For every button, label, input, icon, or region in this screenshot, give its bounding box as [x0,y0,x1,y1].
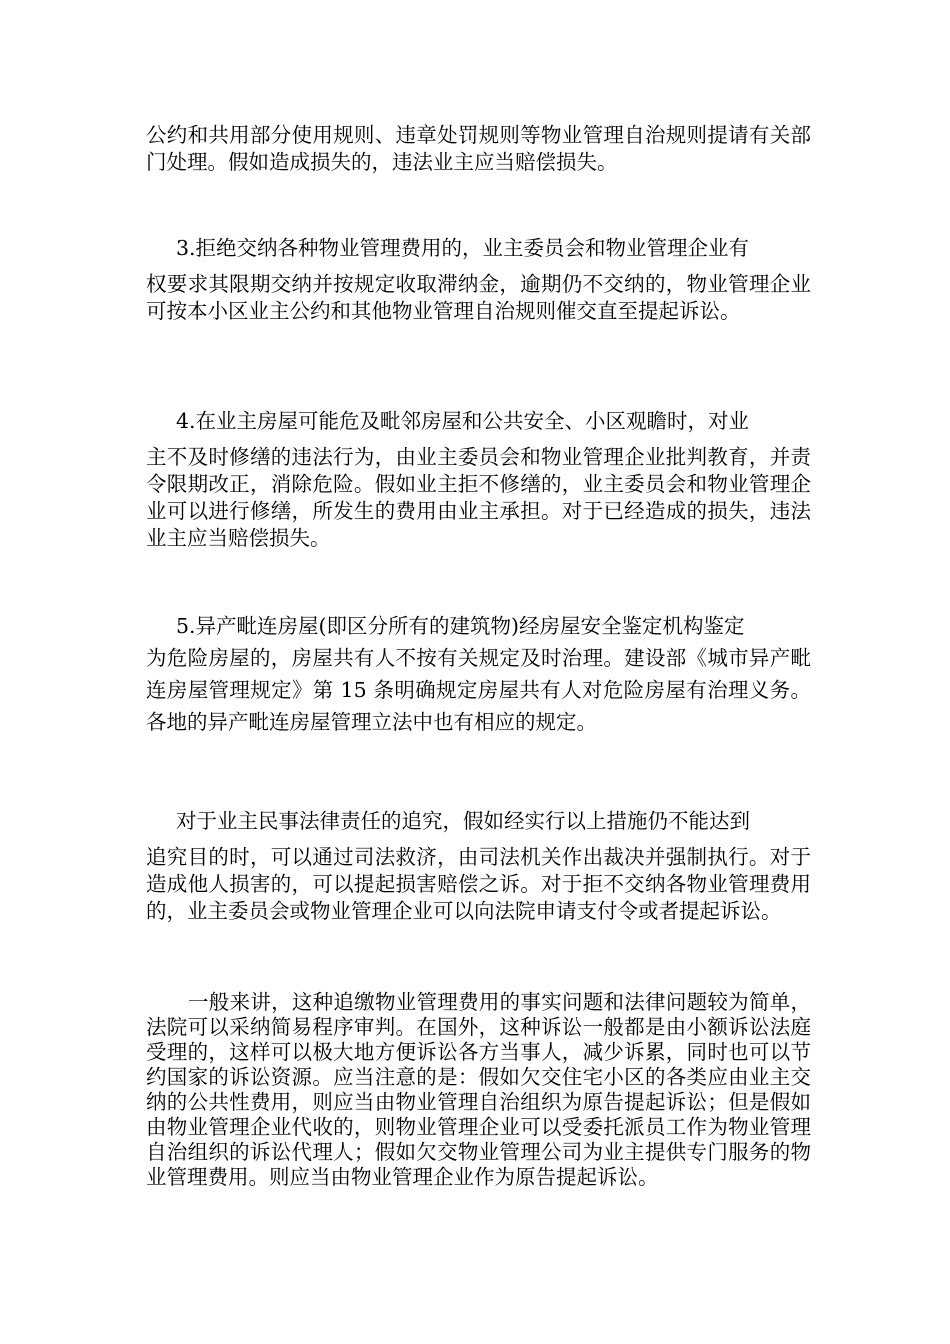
paragraph-text: 主不及时修缮的违法行为，由业主委员会和物业管理企业批判教育，并责令限期改正，消除危险。假如业主拒不修缮的，业主委员会和物业管理企业可以进行修缮，所发生的费用由业主承担。对于已经造成的损失，违法业主应当赔偿损失。 [146,445,811,550]
paragraph-liability [146,808,811,925]
paragraph-continuation [146,122,811,176]
paragraph-item-3 [146,235,811,325]
paragraph-text: 为危险房屋的，房屋共有人不按有关规定及时治理。建设部《城市异产毗连房屋管理规定》第 15 条明确规定房屋共有人对危险房屋有治理义务。各地的异产毗连房屋管理立法中也有相应的规定。 [146,646,811,734]
paragraph-item-5 [146,610,811,738]
paragraph-first-line: 5.异产毗连房屋(即区分所有的建筑物)经房屋安全鉴定机构鉴定 [176,614,745,638]
paragraph-text: 追究目的时，可以通过司法救济，由司法机关作出裁决并强制执行。对于造成他人损害的，可以提起损害赔偿之诉。对于拒不交纳各物业管理费用的，业主委员会或物业管理企业可以向法院申请支付令或者提起诉讼。 [146,845,811,923]
paragraph-item-4 [146,408,811,552]
paragraph-text: 公约和共用部分使用规则、违章处罚规则等物业管理自治规则提请有关部门处理。假如造成损失的，违法业主应当赔偿损失。 [146,123,811,174]
paragraph-first-line: 对于业主民事法律责任的追究，假如经实行以上措施仍不能达到 [176,809,750,833]
paragraph-text: 一般来讲，这种追缴物业管理费用的事实问题和法律问题较为简单，法院可以采纳简易程序审判。在国外，这种诉讼一般都是由小额诉讼法庭受理的，这样可以极大地方便诉讼各方当事人，减少诉累，同时也可以节约国家的诉讼资源。应当注意的是：假如欠交住宅小区的各类应由业主交纳的公共性费用，则应当由物业管理自治组织为原告提起诉讼；但是假如由物业管理企业代收的，则物业管理企业可以受委托派员工作为物业管理自治组织的诉讼代理人；假如欠交物业管理公司为业主提供专门服务的物业管理费用。则应当由物业管理企业作为原告提起诉讼。 [146,990,811,1189]
paragraph-first-line: 4.在业主房屋可能危及毗邻房屋和公共安全、小区观瞻时，对业 [176,409,750,433]
paragraph-general [146,990,811,1190]
paragraph-first-line: 3.拒绝交纳各种物业管理费用的，业主委员会和物业管理企业有 [176,236,750,260]
paragraph-text: 权要求其限期交纳并按规定收取滞纳金，逾期仍不交纳的，物业管理企业可按本小区业主公约和其他物业管理自治规则催交直至提起诉讼。 [146,272,811,323]
